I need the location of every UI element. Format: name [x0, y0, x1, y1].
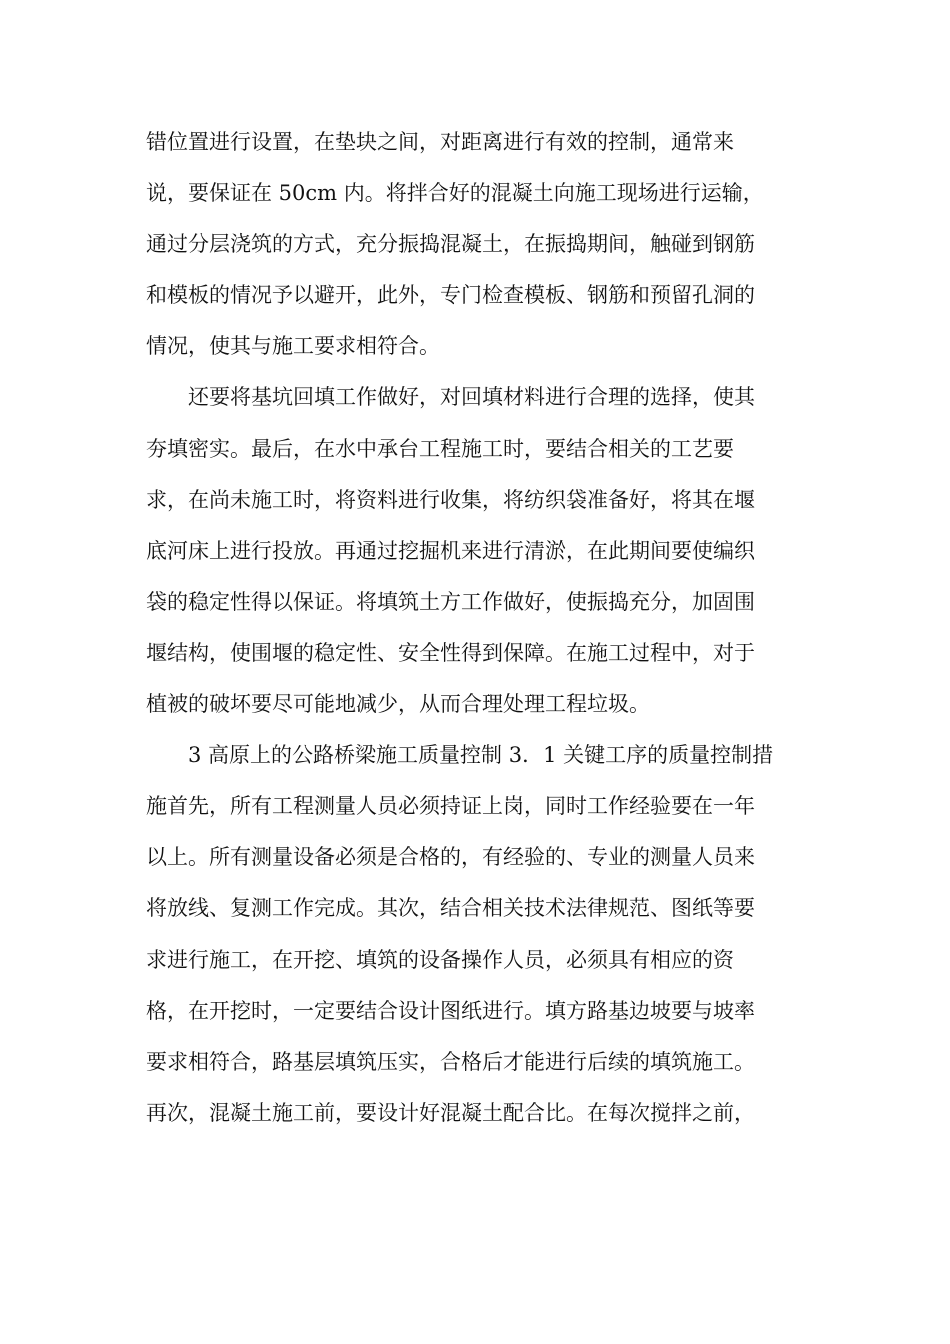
text-line: 错位置进行设置，在垫块之间，对距离进行有效的控制，通常来	[146, 130, 734, 154]
text-line: 要求相符合，路基层填筑压实，合格后才能进行后续的填筑施工。	[146, 1049, 755, 1074]
paragraph-2	[146, 372, 806, 730]
paragraph-1	[146, 117, 806, 372]
text-line: 施首先，所有工程测量人员必须持证上岗，同时工作经验要在一年	[146, 794, 755, 819]
text-line: 植被的破坏要尽可能地减少，从而合理处理工程垃圾。	[146, 692, 650, 717]
text-line: 堰结构，使围堰的稳定性、安全性得到保障。在施工过程中，对于	[146, 640, 755, 665]
text-line: 袋的稳定性得以保证。将填筑土方工作做好，使振捣充分，加固围	[146, 589, 755, 614]
text-line: 格，在开挖时，一定要结合设计图纸进行。填方路基边坡要与坡率	[146, 998, 755, 1023]
text-line: 底河床上进行投放。再通过挖掘机来进行清淤，在此期间要使编织	[146, 538, 755, 563]
text-line: 求进行施工，在开挖、填筑的设备操作人员，必须具有相应的资	[146, 947, 734, 972]
text-line: 以上。所有测量设备必须是合格的，有经验的、专业的测量人员来	[146, 845, 755, 870]
text-line: 通过分层浇筑的方式，充分振捣混凝土，在振捣期间，触碰到钢筋	[146, 232, 755, 257]
text-line: 再次，混凝土施工前，要设计好混凝土配合比。在每次搅拌之前，	[146, 1100, 755, 1125]
text-line: 求，在尚未施工时，将资料进行收集，将纺织袋准备好，将其在堰	[146, 487, 755, 512]
text-line: 3 高原上的公路桥梁施工质量控制 3．1 关键工序的质量控制措	[188, 743, 774, 768]
paragraph-3	[146, 730, 806, 1139]
text-line: 将放线、复测工作完成。其次，结合相关技术法律规范、图纸等要	[146, 896, 755, 921]
text-line: 夯填密实。最后，在水中承台工程施工时，要结合相关的工艺要	[146, 436, 734, 461]
text-line: 情况，使其与施工要求相符合。	[146, 334, 440, 359]
text-line: 还要将基坑回填工作做好，对回填材料进行合理的选择，使其	[188, 385, 755, 410]
text-line: 说，要保证在 50cm 内。将拌合好的混凝土向施工现场进行运输，	[146, 181, 764, 206]
document-body	[146, 117, 806, 1139]
text-line: 和模板的情况予以避开，此外，专门检查模板、钢筋和预留孔洞的	[146, 283, 755, 308]
